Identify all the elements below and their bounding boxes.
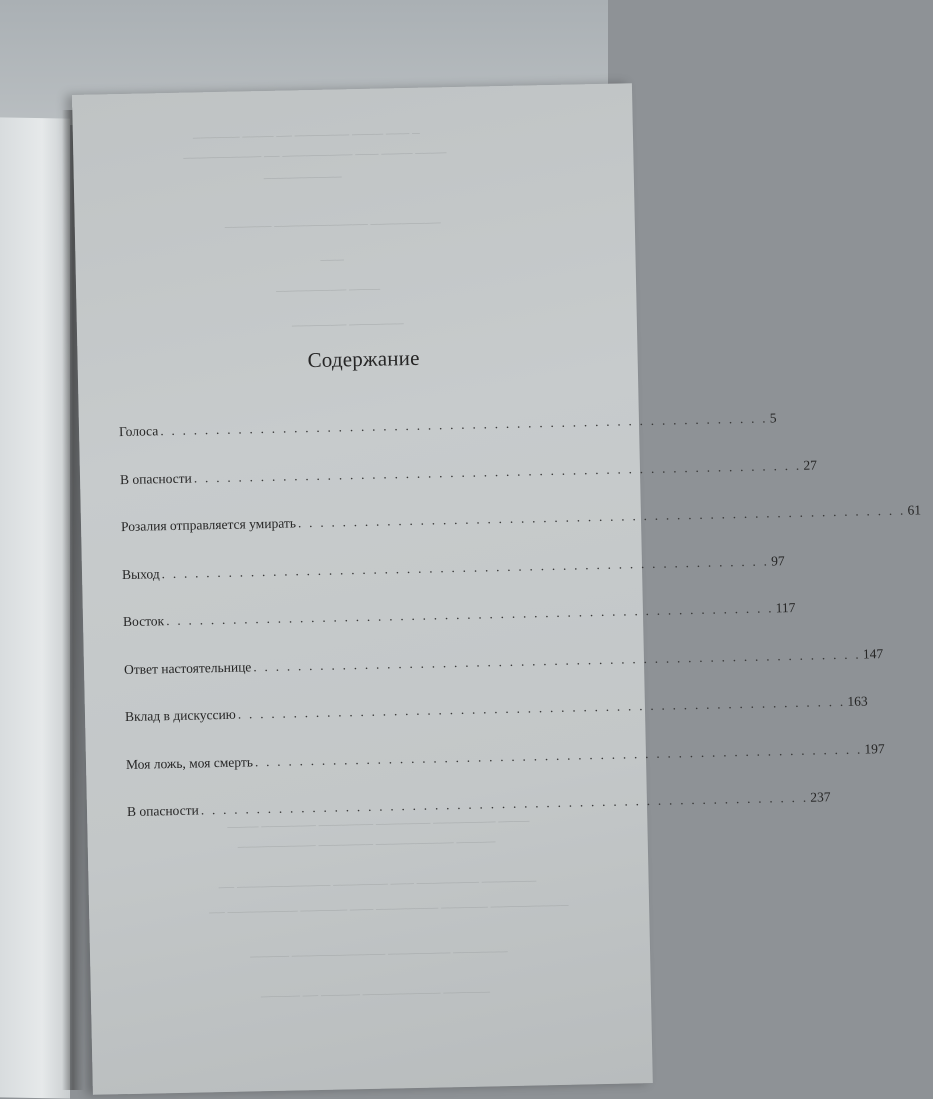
toc-entry-page: 163 [847,693,868,709]
toc-dot-leader: . . . . . . . . . . . . . . . . . . . . . . . . . . . . . . . . . . . . . . . . . . . . . . . . . . . . . . . [193,457,802,486]
toc-entry [118,410,777,450]
toc-entry-title: Голоса [118,423,159,440]
show-through-text: ──── ──────── ─────── ─────── ─────── ──── [227,815,530,834]
show-through-text: ────────── [263,171,342,186]
toc-entry-page: 237 [810,789,831,805]
contents-heading: Содержание [307,345,420,373]
show-through-text: ─────── ──────── ─── ─────── ──────────── ── [218,875,537,895]
toc-dot-leader: . . . . . . . . . . . . . . . . . . . . . . . . . . . . . . . . . . . . . . . . . . . . . . . . . . . . . . . [297,502,906,531]
toc-dot-leader: . . . . . . . . . . . . . . . . . . . . . . . . . . . . . . . . . . . . . . . . . . . . . . . . . . . . . . . [161,553,770,581]
toc-entry [123,645,884,687]
show-through-text: ─── [320,254,345,267]
show-through-text: ───────── ──────────── ────── [224,217,441,234]
toc-entry-title: В опасности [119,470,192,487]
toc-entry-title: В опасности [126,802,199,820]
toc-dot-leader: . . . . . . . . . . . . . . . . . . . . . . . . . . . . . . . . . . . . . . . . . . . . . . . . . . . . . . . [253,646,862,674]
toc-entry [122,599,796,640]
show-through-text: ─────── ─────── [291,318,404,333]
left-page-edge [0,117,70,1098]
toc-entry-title: Восток [122,613,165,630]
toc-entry-page: 27 [803,456,818,473]
toc-entry-title: Выход [121,565,160,582]
toc-entry [119,456,818,497]
toc-dot-leader: . . . . . . . . . . . . . . . . . . . . . . . . . . . . . . . . . . . . . . . . . . . . . . . . . . . . . . . [165,600,774,629]
toc-dot-leader: . . . . . . . . . . . . . . . . . . . . . . . . . . . . . . . . . . . . . . . . . . . . . . . . . . . . . . . [200,789,809,818]
toc-dot-leader: . . . . . . . . . . . . . . . . . . . . . . . . . . . . . . . . . . . . . . . . . . . . . . . . . . . . . . . [237,693,846,722]
toc-entry-page: 117 [775,599,796,616]
show-through-text: ─────── ──────── ──────────── ───── [249,946,508,964]
toc-entry [120,502,922,545]
toc-entry-page: 147 [862,645,884,662]
toc-entry-page: 197 [864,740,885,757]
toc-dot-leader: . . . . . . . . . . . . . . . . . . . . . . . . . . . . . . . . . . . . . . . . . . . . . . . . . . . . . . . [160,410,768,439]
table-of-contents [118,410,922,852]
toc-entry-title: Розалия отправляется умирать [120,515,297,535]
show-through-text: ──── ───────── [276,283,381,298]
toc-entry-page: 97 [770,552,785,568]
toc-entry-title: Вклад в дискуссию [124,706,236,725]
toc-entry [121,552,785,592]
toc-entry [124,693,868,735]
toc-entry-title: Ответ настоятельнице [123,658,252,677]
toc-entry [125,740,885,782]
show-through-text: ────── ────────── ───── ── ───── [260,986,491,1004]
toc-dot-leader: . . . . . . . . . . . . . . . . . . . . . . . . . . . . . . . . . . . . . . . . . . . . . . . . . . . . . . . [254,741,863,769]
toc-entry-title: Моя ложь, моя смерть [125,753,254,772]
show-through-text: ───── ────────── ─────── ────────── [237,836,496,854]
toc-entry-page: 61 [907,502,922,518]
book-page [72,83,922,1095]
show-through-text: ──── ──── ─── ───────── ── ────────── [183,147,447,165]
show-through-text: ─ ─── ──── ─────── ── ──── ────── [192,127,420,145]
toc-entry-page: 5 [769,410,777,426]
show-through-text: ────────── ────── ──────── ─── ────── ───────── ── [209,899,569,920]
